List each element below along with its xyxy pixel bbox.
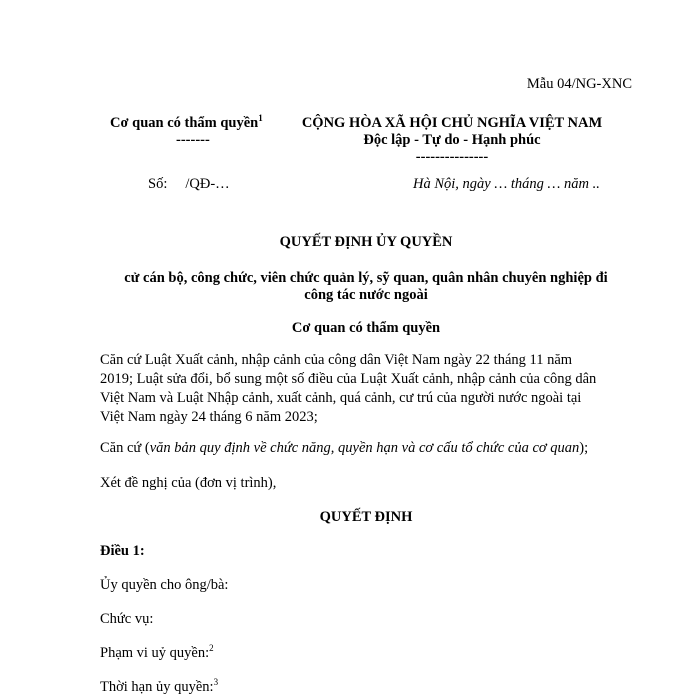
scope-field — [100, 645, 214, 662]
duration-label: Thời hạn ủy quyền: — [100, 679, 214, 695]
functional-basis-prefix: Căn cứ ( — [100, 440, 150, 456]
document-number — [148, 176, 230, 193]
legal-basis-line: 2019; Luật sửa đổi, bổ sung một số điều của Luật Xuất cảnh, nhập cảnh của công dân — [100, 371, 597, 387]
functional-basis-italic: văn bản quy định về chức năng, quyền hạn và cơ cấu tổ chức của cơ quan — [149, 440, 580, 456]
article-1-heading: Điều 1: — [100, 543, 145, 559]
decision-heading: QUYẾT ĐỊNH — [319, 509, 413, 525]
country-name: CỘNG HÒA XÃ HỘI CHỦ NGHĨA VIỆT NAM — [301, 115, 603, 131]
legal-basis-line: Việt Nam ngày 24 tháng 6 năm 2023; — [100, 409, 318, 425]
motto-dashes: --------------- — [415, 149, 489, 165]
proposal-line: Xét đề nghị của (đơn vị trình), — [100, 475, 277, 491]
document-subtitle-line1: cử cán bộ, công chức, viên chức quản lý, sỹ quan, quân nhân chuyên nghiệp đi — [124, 270, 608, 286]
document-title: QUYẾT ĐỊNH ỦY QUYỀN — [279, 234, 453, 250]
place-date: Hà Nội, ngày … tháng … năm .. — [413, 176, 600, 192]
legal-basis-paragraph — [100, 351, 630, 427]
document-subtitle-line2: công tác nước ngoài — [304, 287, 428, 303]
authority-label-text: Cơ quan có thẩm quyền — [110, 115, 259, 131]
duration-field — [100, 679, 218, 696]
number-value: /QĐ-… — [185, 176, 230, 192]
functional-basis — [100, 440, 588, 457]
footnote-marker-3: 3 — [213, 677, 219, 688]
footnote-marker-2: 2 — [209, 643, 214, 654]
legal-basis-line: Việt Nam và Luật Nhập cảnh, xuất cảnh, quá cảnh, cư trú của người nước ngoài tại — [100, 390, 582, 406]
position-field: Chức vụ: — [100, 611, 154, 627]
functional-basis-suffix: ); — [579, 440, 589, 456]
form-code: Mẫu 04/NG-XNC — [526, 76, 632, 92]
footnote-marker-1: 1 — [258, 113, 263, 124]
number-label: Số: — [148, 176, 168, 192]
national-motto: Độc lập - Tự do - Hạnh phúc — [363, 132, 541, 148]
authority-dashes: ------- — [176, 132, 210, 148]
scope-label: Phạm vi uỷ quyền: — [100, 645, 210, 661]
legal-basis-line: Căn cứ Luật Xuất cảnh, nhập cảnh của công dân Việt Nam ngày 22 tháng 11 năm — [100, 352, 573, 368]
issuing-authority: Cơ quan có thẩm quyền — [291, 320, 441, 336]
authorize-to-field: Ủy quyền cho ông/bà: — [100, 577, 229, 593]
authority-label — [110, 115, 263, 132]
